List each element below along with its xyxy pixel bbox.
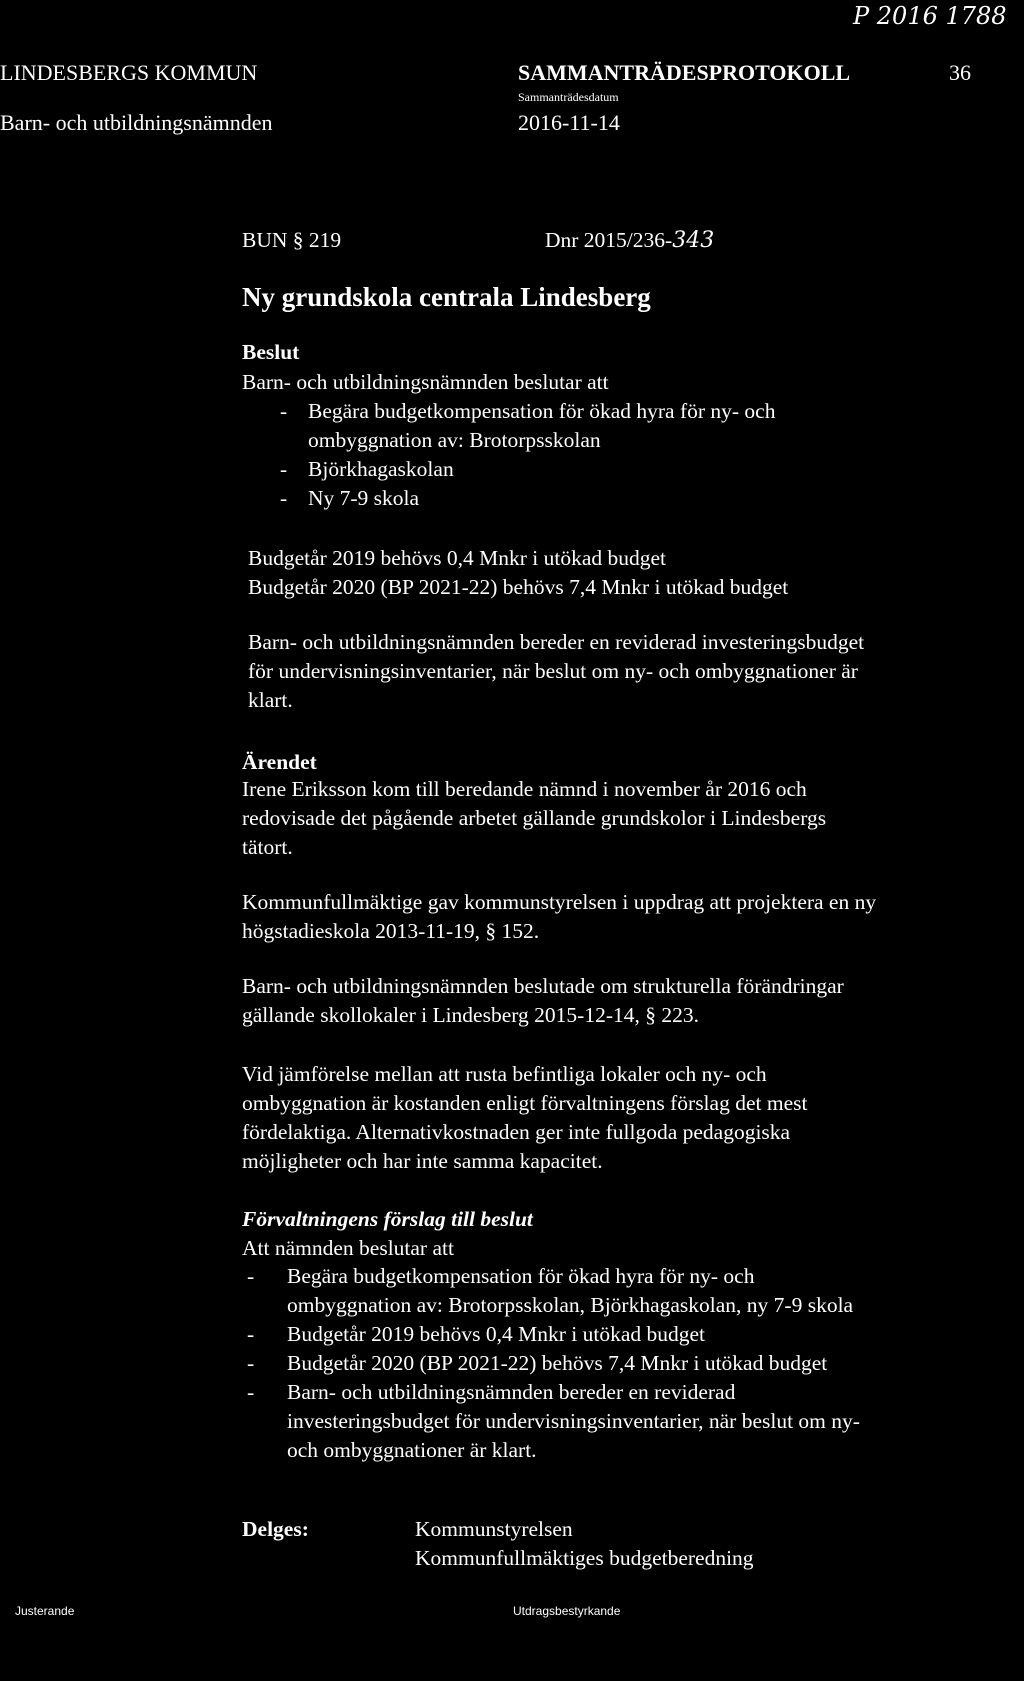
list-item-line: ombyggnation av: Brotorpsskolan xyxy=(308,428,601,452)
protocol-title: SAMMANTRÄDESPROTOKOLL xyxy=(518,60,851,85)
list-item xyxy=(247,1262,860,1320)
paragraph-line: Vid jämförelse mellan att rusta befintliga lokaler och ny- och xyxy=(242,1062,767,1086)
list-item-line: investeringsbudget för undervisningsinventarier, när beslut om ny- xyxy=(287,1409,860,1433)
paragraph-line: fördelaktiga. Alternativkostnaden ger inte fullgoda pedagogiska xyxy=(242,1120,791,1144)
list-item xyxy=(247,1349,860,1378)
paragraph-number: BUN § 219 xyxy=(242,228,342,252)
list-item-line: Budgetår 2019 behövs 0,4 Mnkr i utökad budget xyxy=(287,1322,706,1346)
paragraph-line: för undervisningsinventarier, när beslut om ny- och ombyggnationer är xyxy=(248,659,858,683)
recipient: Kommunstyrelsen xyxy=(415,1517,573,1541)
dnr-handwritten: 343 xyxy=(672,228,715,253)
paragraph-line: högstadieskola 2013-11-19, § 152. xyxy=(242,919,540,943)
paragraph-line: tätort. xyxy=(242,835,293,859)
beslut-intro: Barn- och utbildningsnämnden beslutar att xyxy=(242,370,609,394)
dash-marker: - xyxy=(247,1322,255,1346)
list-item-line: Ny 7-9 skola xyxy=(308,486,420,510)
list-item xyxy=(247,1320,860,1349)
page-title: Ny grundskola centrala Lindesberg xyxy=(242,282,651,312)
forslag-list xyxy=(247,1262,860,1465)
arendet-paragraph xyxy=(242,888,876,946)
budget-lines xyxy=(248,544,788,602)
arendet-heading: Ärendet xyxy=(242,750,317,774)
arendet-paragraph xyxy=(242,775,826,862)
beslut-list xyxy=(280,397,776,513)
dnr-reference xyxy=(545,228,714,253)
footer-justerande: Justerande xyxy=(15,1604,75,1618)
dash-marker: - xyxy=(280,486,288,510)
arendet-paragraph xyxy=(242,972,844,1030)
paragraph-line: Barn- och utbildningsnämnden beslutade om strukturella förändringar xyxy=(242,974,844,998)
forslag-heading: Förvaltningens förslag till beslut xyxy=(242,1207,533,1231)
dnr-text: Dnr 2015/236- xyxy=(545,228,673,252)
budget-line: Budgetår 2020 (BP 2021-22) behövs 7,4 Mnkr i utökad budget xyxy=(248,575,789,599)
list-item-line: och ombyggnationer är klart. xyxy=(287,1438,537,1462)
delges-label: Delges: xyxy=(242,1517,309,1541)
list-item-line: Björkhagaskolan xyxy=(308,457,454,481)
list-item xyxy=(280,455,775,484)
paragraph-line: möjligheter och har inte samma kapacitet. xyxy=(242,1149,603,1173)
recipient: Kommunfullmäktiges budgetberedning xyxy=(415,1546,754,1570)
dash-marker: - xyxy=(280,399,288,423)
list-item-line: Barn- och utbildningsnämnden bereder en reviderad xyxy=(287,1380,736,1404)
paragraph-line: ombyggnation är kostanden enligt förvaltningens förslag det mest xyxy=(242,1091,808,1115)
arendet-paragraph xyxy=(242,1060,807,1176)
budget-line: Budgetår 2019 behövs 0,4 Mnkr i utökad budget xyxy=(248,546,667,570)
list-item xyxy=(280,484,775,513)
dash-marker: - xyxy=(247,1264,255,1288)
meeting-date: 2016-11-14 xyxy=(518,110,620,135)
delges-recipients xyxy=(415,1515,754,1573)
beslut-paragraph xyxy=(248,628,864,715)
list-item-line: Begära budgetkompensation för ökad hyra för ny- och xyxy=(287,1264,755,1288)
paragraph-line: redovisade det pågående arbetet gällande grundskolor i Lindesbergs xyxy=(242,806,827,830)
date-label: Sammanträdesdatum xyxy=(518,90,619,104)
page-number: 36 xyxy=(949,60,971,85)
paragraph-line: Irene Eriksson kom till beredande nämnd i november år 2016 och xyxy=(242,777,807,801)
list-item-line: ombyggnation av: Brotorpsskolan, Björkhagaskolan, ny 7-9 skola xyxy=(287,1293,854,1317)
list-item xyxy=(280,397,776,455)
paragraph-line: Kommunfullmäktige gav kommunstyrelsen i uppdrag att projektera en ny xyxy=(242,890,877,914)
paragraph-line: klart. xyxy=(248,688,293,712)
list-item-line: Begära budgetkompensation för ökad hyra för ny- och xyxy=(308,399,776,423)
paragraph-line: Barn- och utbildningsnämnden bereder en reviderad investeringsbudget xyxy=(248,630,865,654)
dash-marker: - xyxy=(247,1351,255,1375)
forslag-intro: Att nämnden beslutar att xyxy=(242,1236,454,1260)
committee-name: Barn- och utbildningsnämnden xyxy=(0,110,273,135)
dash-marker: - xyxy=(247,1380,255,1404)
beslut-heading: Beslut xyxy=(242,340,300,364)
dash-marker: - xyxy=(280,457,288,481)
footer-utdragsbestyrkande: Utdragsbestyrkande xyxy=(513,1604,621,1618)
municipality-name: LINDESBERGS KOMMUN xyxy=(0,60,258,85)
handwritten-annotation: P 2016 1788 xyxy=(853,2,1007,30)
paragraph-line: gällande skollokaler i Lindesberg 2015-12-14, § 223. xyxy=(242,1003,699,1027)
list-item-line: Budgetår 2020 (BP 2021-22) behövs 7,4 Mnkr i utökad budget xyxy=(287,1351,828,1375)
list-item xyxy=(247,1378,860,1465)
